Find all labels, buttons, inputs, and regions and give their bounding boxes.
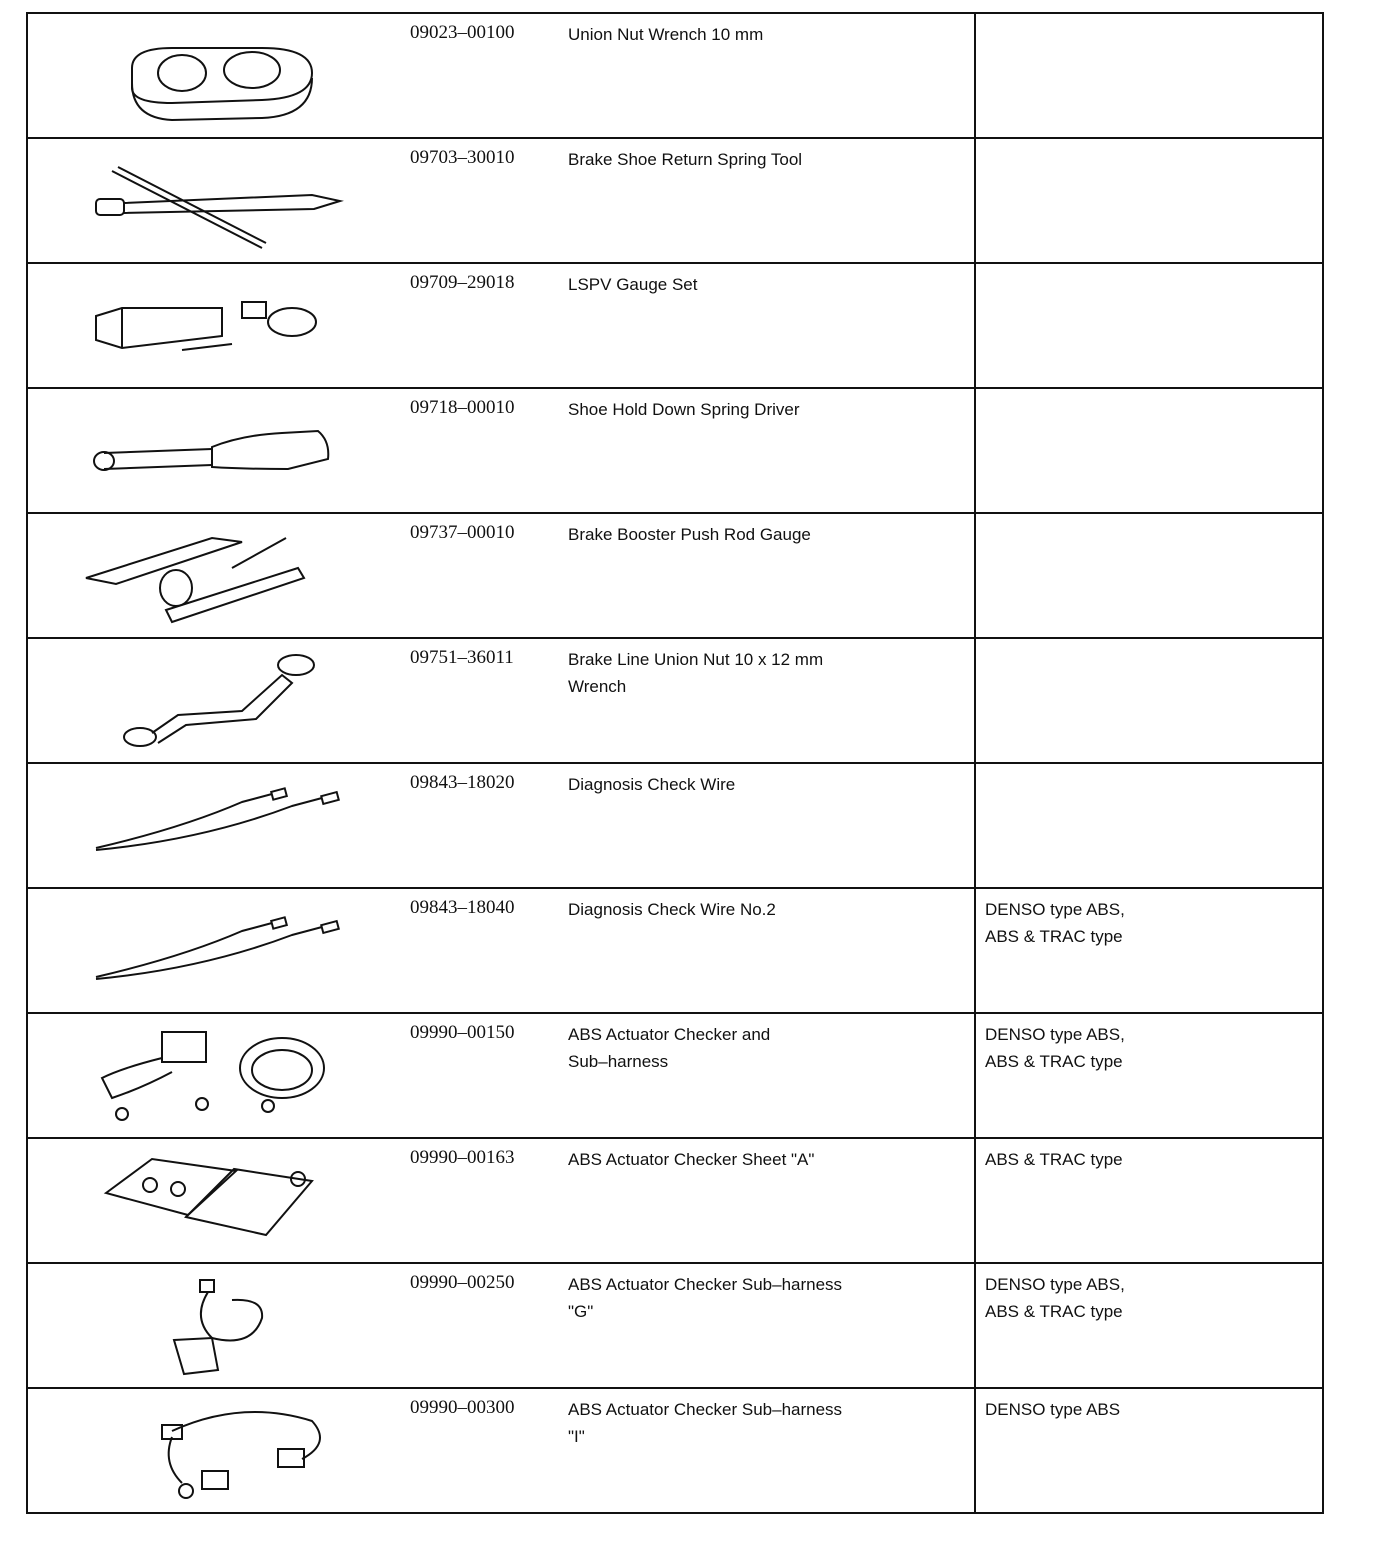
tool-name: Union Nut Wrench 10 mm [568, 25, 764, 44]
lspv-gauge-set-illustration [82, 278, 362, 378]
tool-row [27, 138, 1323, 263]
remark-text: ABS & TRAC type [985, 1150, 1123, 1169]
tool-row [27, 1388, 1323, 1513]
special-tools-table [26, 12, 1324, 1514]
tool-name: ABS Actuator Checker and Sub–harness [568, 1025, 771, 1071]
remark-text: DENSO type ABS, ABS & TRAC type [985, 1025, 1125, 1071]
actuator-checker-illustration [82, 1028, 362, 1128]
part-number: 09703–30010 [410, 147, 515, 168]
tool-name: Diagnosis Check Wire [568, 775, 736, 794]
tool-name: Shoe Hold Down Spring Driver [568, 400, 800, 419]
tool-name: ABS Actuator Checker Sub–harness "I" [568, 1400, 843, 1446]
tool-name: ABS Actuator Checker Sheet "A" [568, 1150, 815, 1169]
tool-cell [27, 888, 975, 1013]
checker-sheet-illustration [82, 1153, 362, 1253]
sub-harness-g-illustration [82, 1278, 362, 1378]
tool-cell [27, 13, 975, 138]
remark-text: DENSO type ABS, ABS & TRAC type [985, 1275, 1125, 1321]
tool-row [27, 13, 1323, 138]
tool-cell [27, 1138, 975, 1263]
remark-cell [975, 1138, 1323, 1263]
part-number: 09843–18020 [410, 772, 515, 793]
tool-cell [27, 1013, 975, 1138]
tool-cell [27, 388, 975, 513]
tool-cell [27, 513, 975, 638]
sub-harness-i-illustration [82, 1403, 362, 1503]
part-number: 09843–18040 [410, 897, 515, 918]
remark-cell [975, 1388, 1323, 1513]
tool-row [27, 263, 1323, 388]
tool-row [27, 888, 1323, 1013]
remark-cell [975, 763, 1323, 888]
diagnosis-check-wire-illustration [82, 778, 362, 878]
part-number: 09737–00010 [410, 522, 515, 543]
spring-driver-illustration [82, 403, 362, 503]
tool-row [27, 763, 1323, 888]
remark-cell [975, 388, 1323, 513]
remark-cell [975, 888, 1323, 1013]
tool-row [27, 388, 1323, 513]
part-number: 09990–00300 [410, 1397, 515, 1418]
tool-name: ABS Actuator Checker Sub–harness "G" [568, 1275, 843, 1321]
remark-cell [975, 1263, 1323, 1388]
remark-cell [975, 513, 1323, 638]
diagnosis-check-wire-no2-illustration [82, 903, 362, 1003]
union-nut-wrench-illustration [82, 28, 362, 128]
tool-row [27, 638, 1323, 763]
part-number: 09718–00010 [410, 397, 515, 418]
tool-cell [27, 638, 975, 763]
return-spring-tool-illustration [82, 153, 362, 253]
tool-name: Brake Line Union Nut 10 x 12 mm Wrench [568, 650, 824, 696]
part-number: 09990–00250 [410, 1272, 515, 1293]
tool-name: Brake Shoe Return Spring Tool [568, 150, 803, 169]
tool-cell [27, 763, 975, 888]
tool-cell [27, 138, 975, 263]
push-rod-gauge-illustration [82, 528, 362, 628]
part-number: 09990–00163 [410, 1147, 515, 1168]
remark-cell [975, 138, 1323, 263]
remark-cell [975, 263, 1323, 388]
tool-cell [27, 1388, 975, 1513]
part-number: 09023–00100 [410, 22, 515, 43]
remark-text: DENSO type ABS [985, 1400, 1121, 1419]
remark-cell [975, 1013, 1323, 1138]
part-number: 09709–29018 [410, 272, 515, 293]
tool-row [27, 1138, 1323, 1263]
tool-row [27, 513, 1323, 638]
remark-text: DENSO type ABS, ABS & TRAC type [985, 900, 1125, 946]
remark-cell [975, 13, 1323, 138]
tool-row [27, 1013, 1323, 1138]
tool-name: Brake Booster Push Rod Gauge [568, 525, 811, 544]
remark-cell [975, 638, 1323, 763]
tool-cell [27, 1263, 975, 1388]
part-number: 09990–00150 [410, 1022, 515, 1043]
tool-row [27, 1263, 1323, 1388]
tool-name: LSPV Gauge Set [568, 275, 698, 294]
union-nut-wrench-10x12-illustration [82, 653, 362, 753]
tool-name: Diagnosis Check Wire No.2 [568, 900, 776, 919]
part-number: 09751–36011 [410, 647, 514, 668]
tool-cell [27, 263, 975, 388]
